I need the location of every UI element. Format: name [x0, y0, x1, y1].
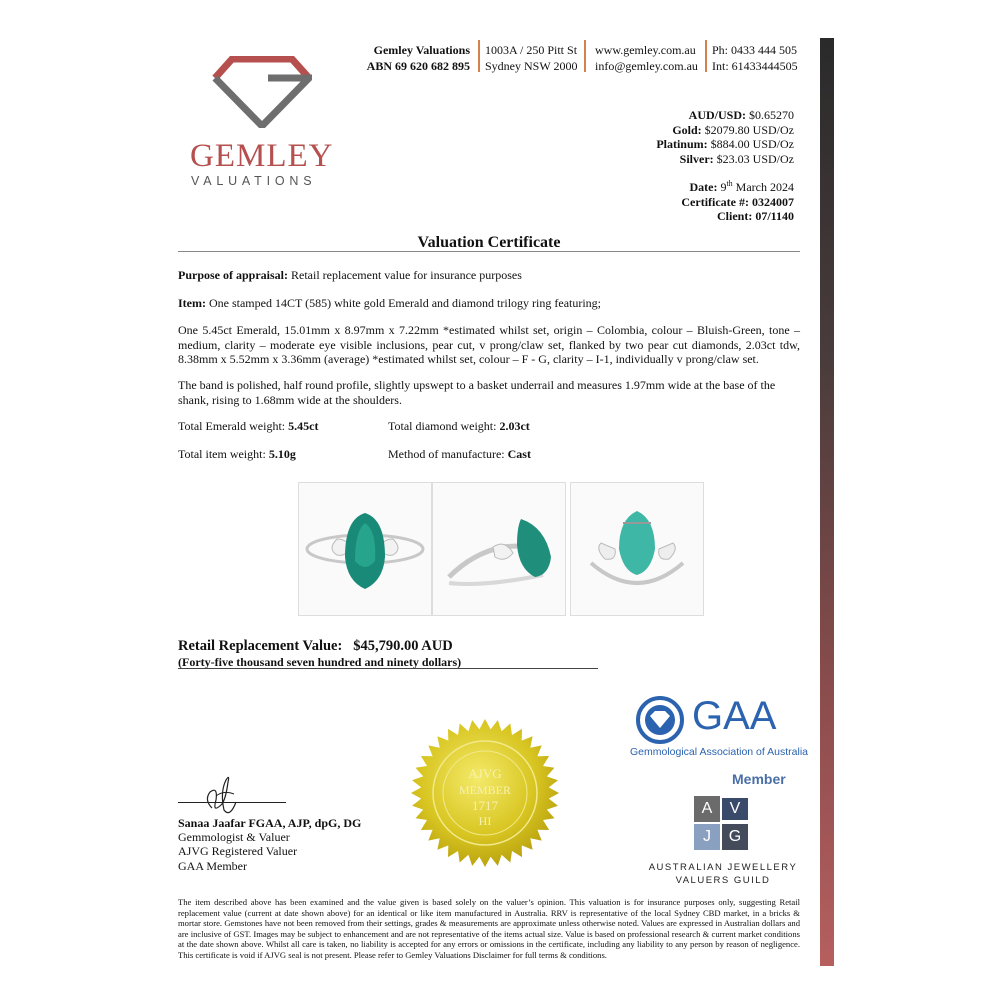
valuer-role: AJVG Registered Valuer	[178, 844, 298, 859]
title-divider	[178, 251, 800, 252]
svg-text:AJVG: AJVG	[468, 766, 502, 781]
page-title: Valuation Certificate	[417, 234, 561, 251]
rate-row: Gold: $2079.80 USD/Oz	[672, 122, 794, 137]
header-phone	[712, 42, 798, 74]
address-line2: Sydney NSW 2000	[485, 59, 578, 73]
valuer-block	[178, 816, 361, 873]
ajvg-letter: V	[722, 798, 748, 820]
valuer-role: Gemmologist & Valuer	[178, 830, 290, 845]
svg-text:MEMBER: MEMBER	[458, 783, 512, 797]
purpose-paragraph: Purpose of appraisal: Retail replacement value for insurance purposes	[178, 268, 522, 282]
value-divider	[178, 668, 598, 669]
band-paragraph: The band is polished, half round profile, slightly upswept to a basket underrail and measures 1.97mm wide at the base of the shank, rising to 1.68mm wide at the shoulders.	[178, 378, 776, 407]
manufacture-method: Method of manufacture: Cast	[388, 447, 531, 461]
item-weight: Total item weight: 5.10g	[178, 447, 296, 461]
valuer-role: GAA Member	[178, 858, 247, 873]
header-divider	[705, 40, 707, 72]
metal-rates	[656, 108, 794, 166]
ajvg-letter: A	[694, 796, 720, 822]
ajvg-letter: G	[722, 824, 748, 850]
svg-text:1717: 1717	[472, 798, 498, 813]
date-row: Date: 9th March 2024	[689, 179, 794, 194]
item-paragraph: Item: One stamped 14CT (585) white gold Emerald and diamond trilogy ring featuring;	[178, 296, 602, 310]
description-paragraph: One 5.45ct Emerald, 15.01mm x 8.97mm x 7.22mm *estimated whilst set, origin – Colombia, colour – Bluish-Green, tone – medium, clarity – moderate eye visible inclusions, pear cut, v prong/claw set, flanked by two pear cut diamonds, 2.03ct tdw, 8.38mm x 5.52mm x 3.36mm (average) *estimated whilst set, colour – F - G, clarity – I-1, individually v prong/claw set.	[178, 323, 800, 366]
retail-value-words: (Forty-five thousand seven hundred and ninety dollars)	[178, 655, 462, 669]
header-divider	[584, 40, 586, 72]
company-website[interactable]: www.gemley.com.au	[595, 43, 696, 57]
ajvg-logo	[694, 796, 750, 852]
disclaimer-text: The item described above has been examined and the value given is based solely on the valuer’s opinion. This valuation is for insurance purposes only, suggesting Retail replacement value (current at date shown above) for an identical or like item manufactured in Australia. RRV is representative of the local Sydney CBD market, in a bricks & mortar store. Gemstones have not been removed from their settings, grades & measurements are approximate unless otherwise noted. Values are expressed in Australian dollars and are inclusive of GST. Images may be subject to enhancement and are not representative of the items actual size. Value is based on professional research & current market conditions at the date shown above. Whilst all care is taken, no liability is accepted for any errors or omissions in the certificate, including any liability to any person by reason of negligence. This certificate is void if AJVG seal is not present. Please refer to Gemley Valuations Disclaimer for full terms & conditions.	[178, 897, 800, 960]
gaa-logo-icon	[630, 696, 690, 744]
ajvg-letter: J	[694, 824, 720, 850]
gemley-logo-icon	[212, 56, 312, 128]
company-abn: ABN 69 620 682 895	[366, 59, 470, 73]
company-name: Gemley Valuations	[373, 43, 470, 57]
retail-value: Retail Replacement Value: $45,790.00 AUD	[178, 638, 453, 654]
header-web	[595, 42, 698, 74]
logo-wordmark: GEMLEY	[190, 138, 334, 174]
logo-subtitle: VALUATIONS	[191, 174, 317, 188]
ajvg-name: AUSTRALIAN JEWELLERY VALUERS GUILD	[648, 862, 798, 886]
valuer-name: Sanaa Jaafar FGAA, AJP, dpG, DG	[178, 816, 362, 830]
company-phone: Ph: 0433 444 505	[712, 43, 798, 57]
rate-row: AUD/USD: $0.65270	[688, 108, 794, 122]
certificate-row: Certificate #: 0324007	[681, 194, 794, 209]
emerald-weight: Total Emerald weight: 5.45ct	[178, 419, 319, 433]
rate-row: Silver: $23.03 USD/Oz	[679, 151, 794, 166]
ring-photo-back	[570, 482, 704, 616]
member-label: Member	[732, 771, 786, 787]
header-divider	[478, 40, 480, 72]
rate-row: Platinum: $884.00 USD/Oz	[656, 137, 794, 151]
ring-photo-side	[432, 482, 566, 616]
certificate-meta	[681, 177, 794, 224]
diamond-weight: Total diamond weight: 2.03ct	[388, 419, 530, 433]
signature-icon	[182, 770, 292, 820]
signature-line	[178, 802, 286, 803]
header-address	[485, 42, 577, 74]
client-row: Client: 07/1140	[717, 209, 794, 223]
company-email[interactable]: info@gemley.com.au	[595, 59, 698, 73]
svg-text:HI: HI	[478, 814, 492, 828]
gaa-name: GAA	[692, 694, 777, 738]
decorative-sidebar-bar	[820, 38, 834, 966]
ring-photo-front	[298, 482, 432, 616]
ajvg-seal-icon	[410, 718, 560, 868]
address-line1: 1003A / 250 Pitt St	[485, 43, 578, 57]
company-intl-phone: Int: 61433444505	[712, 59, 798, 73]
header-company	[366, 42, 470, 74]
gaa-full-name: Gemmological Association of Australia	[630, 746, 809, 758]
